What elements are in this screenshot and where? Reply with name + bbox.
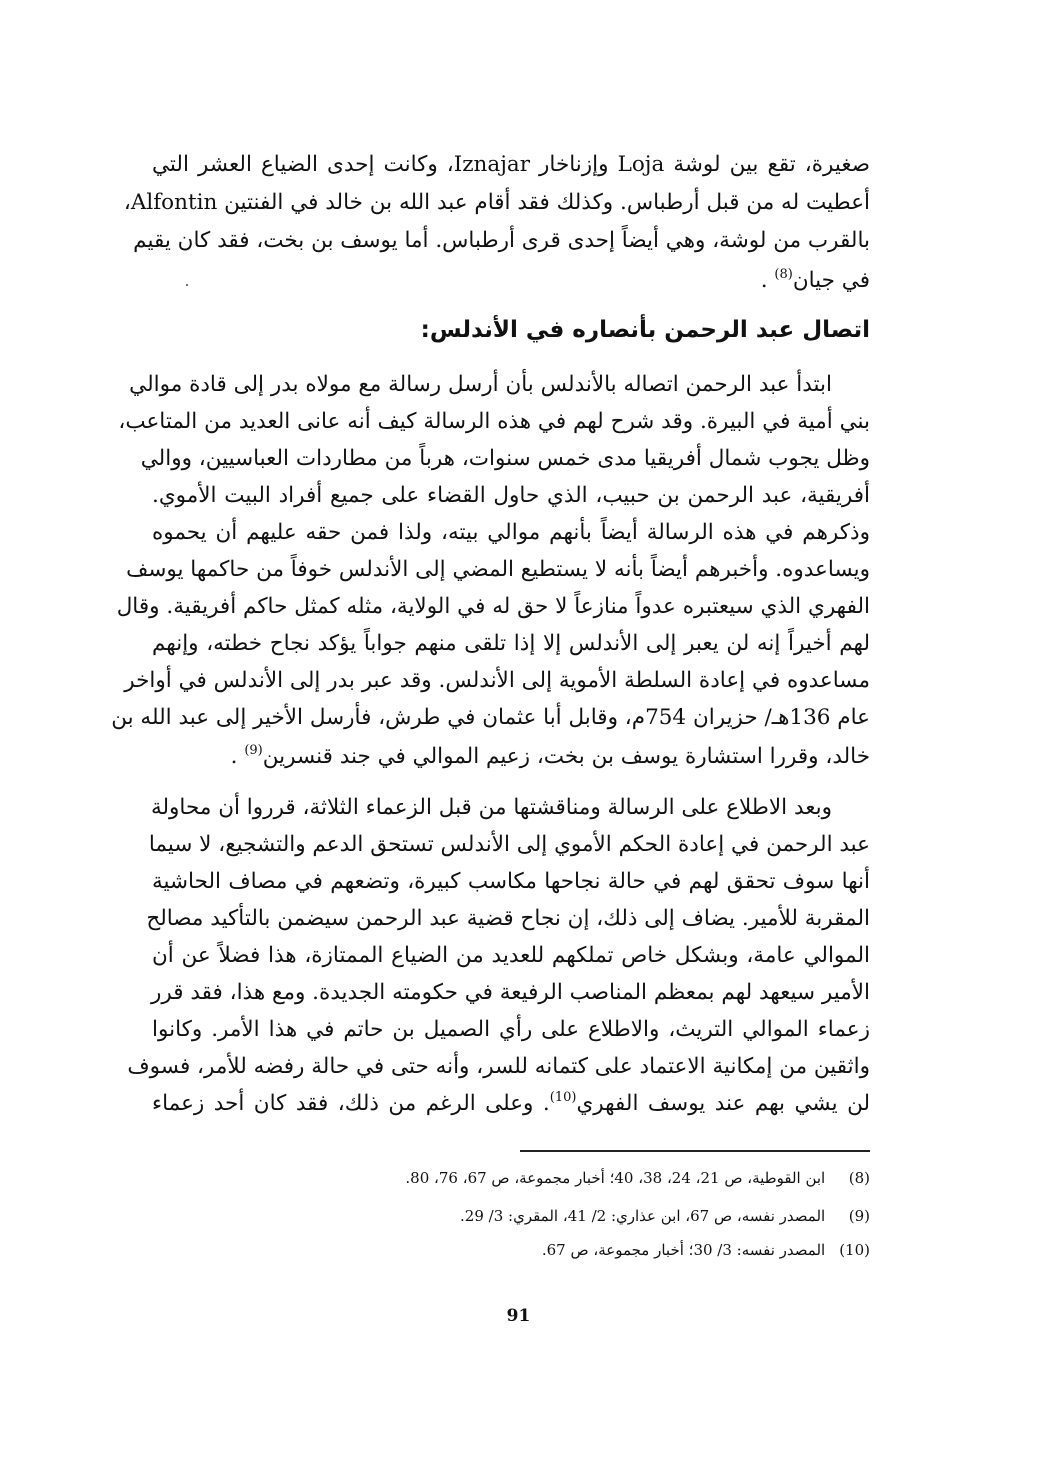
footnote-separator <box>520 1150 870 1152</box>
page-number: 91 <box>506 1306 531 1326</box>
text-line: صغيرة، تقع بين لوشة Loja وإزناخار Iznajar، وكانت إحدى الضياع العشر التي <box>152 152 870 177</box>
text-line: ابتدأ عبد الرحمن اتصاله بالأندلس بأن أرسل رسالة مع مولاه بدر إلى قادة موالي <box>129 372 832 397</box>
text-line: الأمير سيعهد لهم بمعظم المناصب الرفيعة في حكومته الجديدة. ومع هذا، فقد قرر <box>151 980 870 1005</box>
text-line: مساعدوه في إعادة السلطة الأموية إلى الأندلس. وقد عبر بدر إلى الأندلس في أواخر <box>124 668 870 693</box>
text-line: واثقين من إمكانية الاعتماد على كتمانه للسر، وأنه حتى في حالة رفضه للأمر، فسوف <box>127 1054 870 1079</box>
text-line-content: خالد، وقررا استشارة يوسف بن بخت، زعيم الموالي في جند قنسرين <box>262 744 870 769</box>
text-line-content: . وعلى الرغم من ذلك، فقد كان أحد زعماء <box>152 1091 550 1116</box>
text-line-content: لن يشي بهم عند يوسف الفهري <box>576 1091 870 1116</box>
text-line: زعماء الموالي التريث، والاطلاع على رأي الصميل بن حاتم في هذا الأمر. وكانوا <box>152 1017 870 1042</box>
footnote-reference: (10) <box>549 1090 577 1105</box>
text-line: وظل يجوب شمال أفريقيا مدى خمس سنوات، هرباً من مطاردات العباسيين، ووالي <box>140 446 870 471</box>
text-line: بالقرب من لوشة، وهي أيضاً إحدى قرى أرطباس. أما يوسف بن بخت، فقد كان يقيم <box>133 228 870 253</box>
text-line: خالد، وقررا استشارة يوسف بن بخت، زعيم الموالي في جند قنسرين$^{(9)}$ . <box>230 743 870 769</box>
footnote-reference: (8) <box>774 267 793 282</box>
footnote-text: ابن القوطية، ص 21، 24، 38، 40؛ أخبار مجموعة، ص 67، 76، 80. <box>405 1169 826 1187</box>
footnote-number: (9) <box>848 1207 870 1225</box>
text-line: الموالي عامة، وبشكل خاص تملكهم للعديد من الضياع الممتازة، هذا فضلاً عن أن <box>152 943 870 968</box>
text-line: أنها سوف تحقق لهم في حالة نجاحها مكاسب كبيرة، وتضعهم في مصاف الحاشية <box>152 869 870 894</box>
text-line: أفريقية، عبد الرحمن بن حبيب، الذي حاول القضاء على جميع أفراد البيت الأموي. <box>152 483 870 508</box>
text-line: عبد الرحمن في إعادة الحكم الأموي إلى الأندلس تستحق الدعم والتشجيع، لا سيما <box>148 832 870 857</box>
footnote-item <box>152 1201 870 1231</box>
text-line <box>152 1085 870 1123</box>
footnote-item <box>152 1235 870 1265</box>
footnote-number: (8) <box>848 1169 870 1187</box>
text-line: الفهري الذي سيعتبره عدواً منازعاً لا حق له في الولاية، مثله كمثل حاكم أفريقية. وقال <box>116 594 870 619</box>
footnote-reference: (9) <box>244 743 263 758</box>
text-line: في جيان$^{(8)}$ . <box>760 267 870 293</box>
text-line: أعطيت له من قبل أرطباس. وكذلك فقد أقام عبد الله بن خالد في الفنتين Alfontin، <box>123 190 870 215</box>
footnote-item <box>152 1163 870 1193</box>
text-line: بني أمية في البيرة. وقد شرح لهم في هذه الرسالة كيف أنه عانى العديد من المتاعب، <box>118 409 870 434</box>
text-line: عام 136هـ/ حزيران 754م، وقابل أبا عثمان في طرش، فأرسل الأخير إلى عبد الله بن <box>111 705 870 730</box>
scan-speck <box>186 284 188 286</box>
footnote-text: المصدر نفسه، ص 67، ابن عذاري: 2/ 41، المقري: 3/ 29. <box>460 1207 826 1225</box>
text-line: ويساعدوه. وأخبرهم أيضاً بأنه لا يستطيع المضي إلى الأندلس خوفاً من حاكمها يوسف <box>126 557 870 582</box>
text-line-content: في جيان <box>792 268 870 293</box>
footnote-text: المصدر نفسه: 3/ 30؛ أخبار مجموعة، ص 67. <box>541 1241 826 1259</box>
text-line: وذكرهم في هذه الرسالة أيضاً بأنهم موالي بيته، ولذا فمن حقه عليهم أن يحموه <box>152 520 870 545</box>
text-line: المقربة للأمير. يضاف إلى ذلك، إن نجاح قضية عبد الرحمن سيضمن بالتأكيد مصالح <box>146 906 870 931</box>
text-line: لهم أخيراً إنه لن يعبر إلى الأندلس إلا إذا تلقى منهم جواباً يؤكد نجاح خطته، وإنهم <box>152 631 870 656</box>
footnote-number: (10) <box>839 1241 870 1259</box>
text-line: وبعد الاطلاع على الرسالة ومناقشتها من قبل الزعماء الثلاثة، قرروا أن محاولة <box>150 795 832 820</box>
section-heading: اتصال عبد الرحمن بأنصاره في الأندلس: <box>420 317 870 343</box>
